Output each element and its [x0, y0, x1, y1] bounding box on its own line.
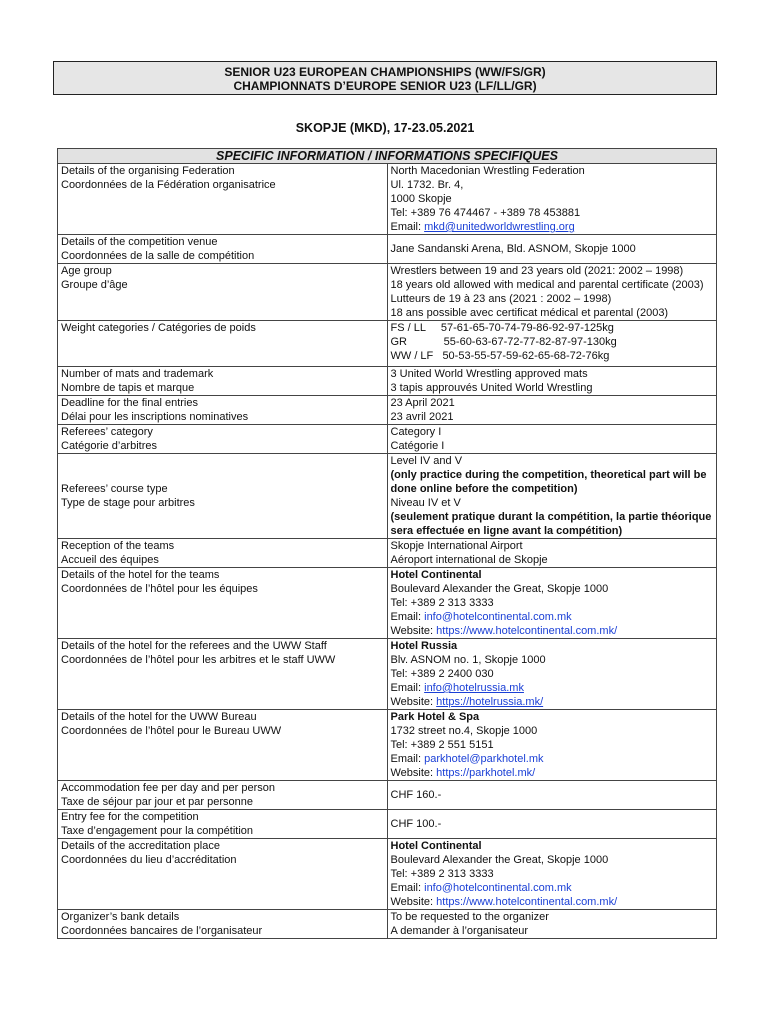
hotel-referees-email-link[interactable]: info@hotelrussia.mk [424, 682, 524, 694]
row-value: Wrestlers between 19 and 23 years old (2021: 2002 – 1998) 18 years old allowed with medical and parental certificate (2003) Lutteurs de 19 à 23 ans (2021 : 2002 – 1998) 18 ans possible avec certificat médical et parental (2003) [387, 264, 717, 321]
title-line-french: CHAMPIONNATS D’EUROPE SENIOR U23 (LF/LL/GR) [233, 79, 537, 93]
table-row-reception [58, 539, 717, 568]
row-value: 3 United World Wrestling approved mats 3 tapis approuvés United World Wrestling [387, 367, 717, 396]
row-label: Organizer’s bank details Coordonnées bancaires de l’organisateur [58, 910, 388, 939]
table-row-weight-categories [58, 321, 717, 367]
table-heading: SPECIFIC INFORMATION / INFORMATIONS SPECIFIQUES [58, 149, 717, 164]
row-value: To be requested to the organizer A demander à l’organisateur [387, 910, 717, 939]
hotel-teams-website-link[interactable]: https://www.hotelcontinental.com.mk/ [436, 625, 618, 637]
event-location-date: SKOPJE (MKD), 17-23.05.2021 [295, 121, 475, 135]
row-value: North Macedonian Wrestling Federation Ul. 1732. Br. 4, 1000 Skopje Tel: +389 76 474467 - +389 78 453881 Email: mkd@unitedworldwrestling.org [387, 164, 717, 235]
row-value: Level IV and V (only practice during the competition, theoretical part will be done online before the competition) Niveau IV et V (seulement pratique durant la compétition, la partie théorique sera effectuée en ligne avant la compétition) [387, 454, 717, 539]
table-row-bank-details [58, 910, 717, 939]
row-value: Jane Sandanski Arena, Bld. ASNOM, Skopje 1000 [387, 235, 717, 264]
row-label: Details of the hotel for the referees and the UWW Staff Coordonnées de l’hôtel pour les arbitres et le staff UWW [58, 639, 388, 710]
table-row-hotel-bureau [58, 710, 717, 781]
row-label: Number of mats and trademark Nombre de tapis et marque [58, 367, 388, 396]
table-row-deadline [58, 396, 717, 425]
table-row-accreditation [58, 839, 717, 910]
title-box [53, 61, 717, 95]
title-line-english: SENIOR U23 EUROPEAN CHAMPIONSHIPS (WW/FS/GR) [224, 65, 546, 79]
row-label: Accommodation fee per day and per person Taxe de séjour par jour et par personne [58, 781, 388, 810]
row-label: Referees’ category Catégorie d’arbitres [58, 425, 388, 454]
hotel-referees-website-link[interactable]: https://hotelrussia.mk/ [436, 696, 544, 708]
table-row-accommodation-fee [58, 781, 717, 810]
row-value: Park Hotel & Spa 1732 street no.4, Skopje 1000 Tel: +389 2 551 5151 Email: parkhotel@parkhotel.mk Website: https://parkhotel.mk/ [387, 710, 717, 781]
row-value: CHF 160.- [387, 781, 717, 810]
table-row-hotel-teams [58, 568, 717, 639]
hotel-bureau-email-link[interactable]: parkhotel@parkhotel.mk [424, 753, 544, 765]
table-row-mats [58, 367, 717, 396]
specific-information-table [57, 148, 717, 939]
row-label: Details of the accreditation place Coordonnées du lieu d’accréditation [58, 839, 388, 910]
row-value: Skopje International Airport Aéroport international de Skopje [387, 539, 717, 568]
row-label: Referees’ course type Type de stage pour arbitres [58, 454, 388, 539]
row-label: Entry fee for the competition Taxe d’engagement pour la compétition [58, 810, 388, 839]
row-value: CHF 100.- [387, 810, 717, 839]
federation-email-link[interactable]: mkd@unitedworldwrestling.org [424, 221, 575, 233]
hotel-teams-email-link[interactable]: info@hotelcontinental.com.mk [424, 611, 572, 623]
table-row-hotel-referees [58, 639, 717, 710]
row-label: Details of the competition venue Coordonnées de la salle de compétition [58, 235, 388, 264]
accreditation-website-link[interactable]: https://www.hotelcontinental.com.mk/ [436, 896, 618, 908]
row-value: 23 April 2021 23 avril 2021 [387, 396, 717, 425]
table-row-organising-federation [58, 164, 717, 235]
row-label: Age group Groupe d’âge [58, 264, 388, 321]
row-value: Category I Catégorie I [387, 425, 717, 454]
table-row-referee-category [58, 425, 717, 454]
hotel-bureau-website-link[interactable]: https://parkhotel.mk/ [436, 767, 536, 779]
table-row-referee-course [58, 454, 717, 539]
table-row-competition-venue [58, 235, 717, 264]
row-value: FS / LL 57-61-65-70-74-79-86-92-97-125kg GR 55-60-63-67-72-77-82-87-97-130kg WW / LF 50-53-55-57-59-62-65-68-72-76kg [387, 321, 717, 367]
row-label: Details of the hotel for the UWW Bureau Coordonnées de l’hôtel pour le Bureau UWW [58, 710, 388, 781]
table-heading-row [58, 149, 717, 164]
table-row-age-group [58, 264, 717, 321]
row-label: Details of the organising Federation Coordonnées de la Fédération organisatrice [58, 164, 388, 235]
row-value: Hotel Continental Boulevard Alexander the Great, Skopje 1000 Tel: +389 2 313 3333 Email: info@hotelcontinental.com.mk Website: https://www.hotelcontinental.com.mk/ [387, 568, 717, 639]
row-label: Reception of the teams Accueil des équipes [58, 539, 388, 568]
row-label: Details of the hotel for the teams Coordonnées de l’hôtel pour les équipes [58, 568, 388, 639]
row-value: Hotel Russia Blv. ASNOM no. 1, Skopje 1000 Tel: +389 2 2400 030 Email: info@hotelrussia.mk Website: https://hotelrussia.mk/ [387, 639, 717, 710]
row-label: Deadline for the final entries Délai pour les inscriptions nominatives [58, 396, 388, 425]
table-row-entry-fee [58, 810, 717, 839]
accreditation-email-link[interactable]: info@hotelcontinental.com.mk [424, 882, 572, 894]
row-label: Weight categories / Catégories de poids [58, 321, 388, 367]
row-value: Hotel Continental Boulevard Alexander the Great, Skopje 1000 Tel: +389 2 313 3333 Email: info@hotelcontinental.com.mk Website: https://www.hotelcontinental.com.mk/ [387, 839, 717, 910]
